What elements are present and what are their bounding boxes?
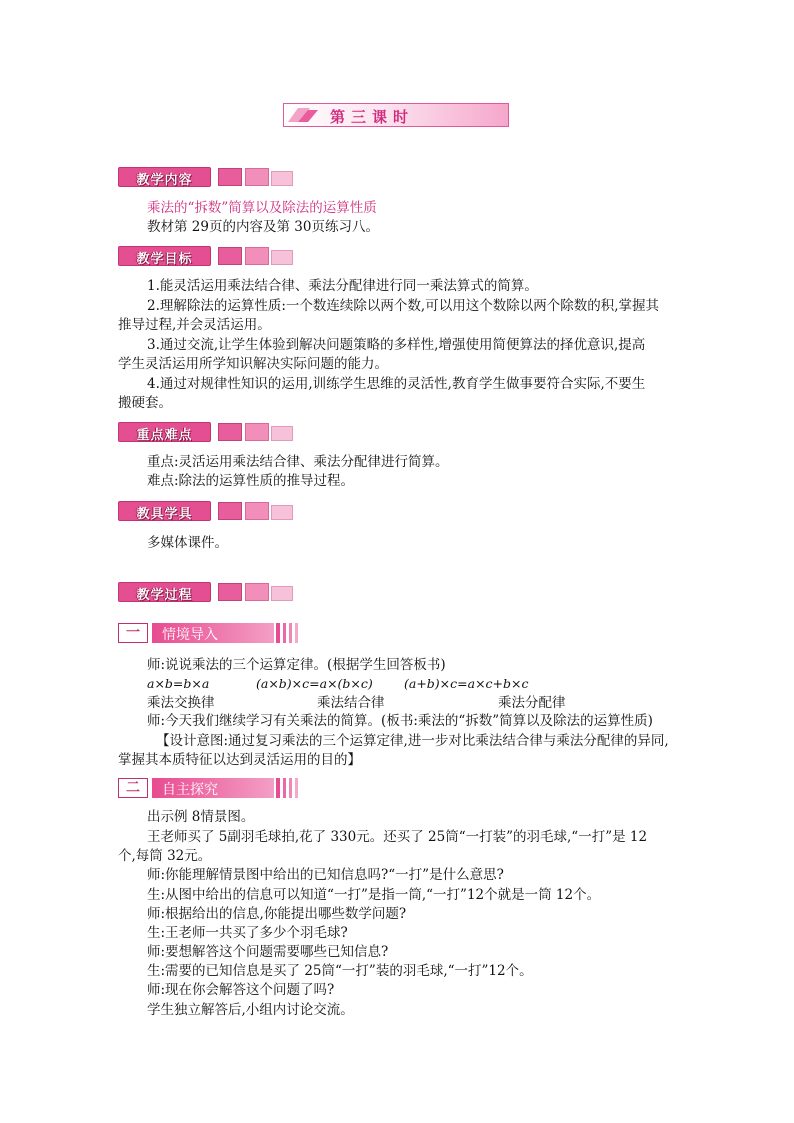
explore-line: 师:根据给出的信息,你能提出哪些数学问题? (147, 906, 407, 922)
law-name-distributive: 乘法分配律 (498, 695, 566, 711)
banner-decoration (284, 104, 324, 126)
decor-square (271, 505, 293, 520)
decor-square (218, 502, 242, 520)
objective-line: 3.通过交流,让学生体验到解决问题策略的多样性,增强使用简便算法的择优意识,提高 (147, 337, 646, 353)
lesson-title: 第三课时 (330, 108, 415, 126)
decor-square (271, 586, 293, 601)
subsection-title: 自主探究 (162, 782, 218, 798)
objective-line: 2.理解除法的运算性质:一个数连续除以两个数,可以用这个数除以两个除数的积,掌握其 (147, 298, 660, 314)
explore-line: 生:王老师一共买了多少个羽毛球? (147, 925, 348, 941)
objective-line: 4.通过对规律性知识的运用,训练学生思维的灵活性,教育学生做事要符合实际,不要生 (147, 376, 646, 392)
tools-text: 多媒体课件。 (147, 535, 228, 551)
explore-line: 个,每筒 32元。 (118, 848, 212, 864)
subsection-header-explore (118, 778, 302, 798)
decor-square (245, 247, 269, 265)
objective-line: 1.能灵活运用乘法结合律、乘法分配律进行同一乘法算式的简算。 (147, 278, 538, 294)
design-intent-line: 【设计意图:通过复习乘法的三个运算定律,进一步对比乘法结合律与乘法分配律的异同, (156, 733, 669, 749)
decor-square (271, 171, 293, 186)
intro-line: 师:今天我们继续学习有关乘法的简算。(板书:乘法的“拆数”简算以及除法的运算性质) (147, 713, 653, 729)
explore-line: 生:从图中给出的信息可以知道“一打”是指一筒,“一打”12个就是一筒 12个。 (147, 887, 601, 903)
section-title: 教学目标 (136, 252, 193, 267)
decor-square (245, 583, 269, 601)
explore-line: 师:要想解答这个问题需要哪些已知信息? (147, 944, 389, 960)
explore-line: 王老师买了 5副羽毛球拍,花了 330元。还买了 25筒“一打装”的羽毛球,“一打”是 12 (147, 829, 648, 845)
law-name-commutative: 乘法交换律 (147, 695, 215, 711)
decor-square (245, 168, 269, 186)
design-intent-line: 掌握其本质特征以达到灵活运用的目的】 (118, 752, 361, 768)
section-title: 教具学具 (136, 507, 193, 522)
formula-associative: (a×b)×c=a×(b×c) (256, 676, 373, 691)
lesson-title-banner (283, 103, 509, 127)
subsection-header-intro (118, 623, 302, 643)
explore-line: 学生独立解答后,小组内讨论交流。 (147, 1002, 354, 1018)
explore-line: 生:需要的已知信息是买了 25筒“一打”装的羽毛球,“一打”12个。 (147, 963, 533, 979)
content-subtitle: 乘法的“拆数”简算以及除法的运算性质 (147, 200, 377, 216)
objective-line: 推导过程,并会灵活运用。 (118, 317, 271, 333)
law-name-associative: 乘法结合律 (317, 695, 385, 711)
explore-line: 出示例 8情景图。 (147, 809, 255, 825)
intro-line: 师:说说乘法的三个运算定律。(根据学生回答板书) (147, 657, 446, 673)
decor-square (245, 502, 269, 520)
decor-square (218, 247, 242, 265)
decor-square (245, 423, 269, 441)
key-point-line: 重点:灵活运用乘法结合律、乘法分配律进行简算。 (147, 454, 449, 470)
stripe-decoration (276, 778, 302, 798)
objective-line: 学生灵活运用所学知识解决实际问题的能力。 (118, 356, 388, 372)
decor-square (218, 583, 242, 601)
content-text: 教材第 29页的内容及第 30页练习八。 (147, 219, 379, 235)
subsection-number: 二 (126, 780, 140, 796)
explore-line: 师:你能理解情景图中给出的已知信息吗?“一打”是什么意思? (147, 867, 504, 883)
decor-square (271, 250, 293, 265)
subsection-number: 一 (126, 625, 140, 641)
decor-square (271, 426, 293, 441)
section-title: 教学内容 (136, 173, 193, 188)
explore-line: 师:现在你会解答这个问题了吗? (147, 982, 335, 998)
decor-square (218, 168, 242, 186)
decor-square (218, 423, 242, 441)
objective-line: 搬硬套。 (118, 395, 172, 411)
stripe-decoration (276, 623, 302, 643)
section-title: 教学过程 (136, 588, 193, 603)
section-title: 重点难点 (136, 428, 193, 443)
formula-distributive: (a+b)×c=a×c+b×c (404, 676, 529, 691)
subsection-title: 情境导入 (162, 627, 218, 643)
formula-commutative: a×b=b×a (147, 676, 210, 691)
difficulty-line: 难点:除法的运算性质的推导过程。 (147, 473, 355, 489)
